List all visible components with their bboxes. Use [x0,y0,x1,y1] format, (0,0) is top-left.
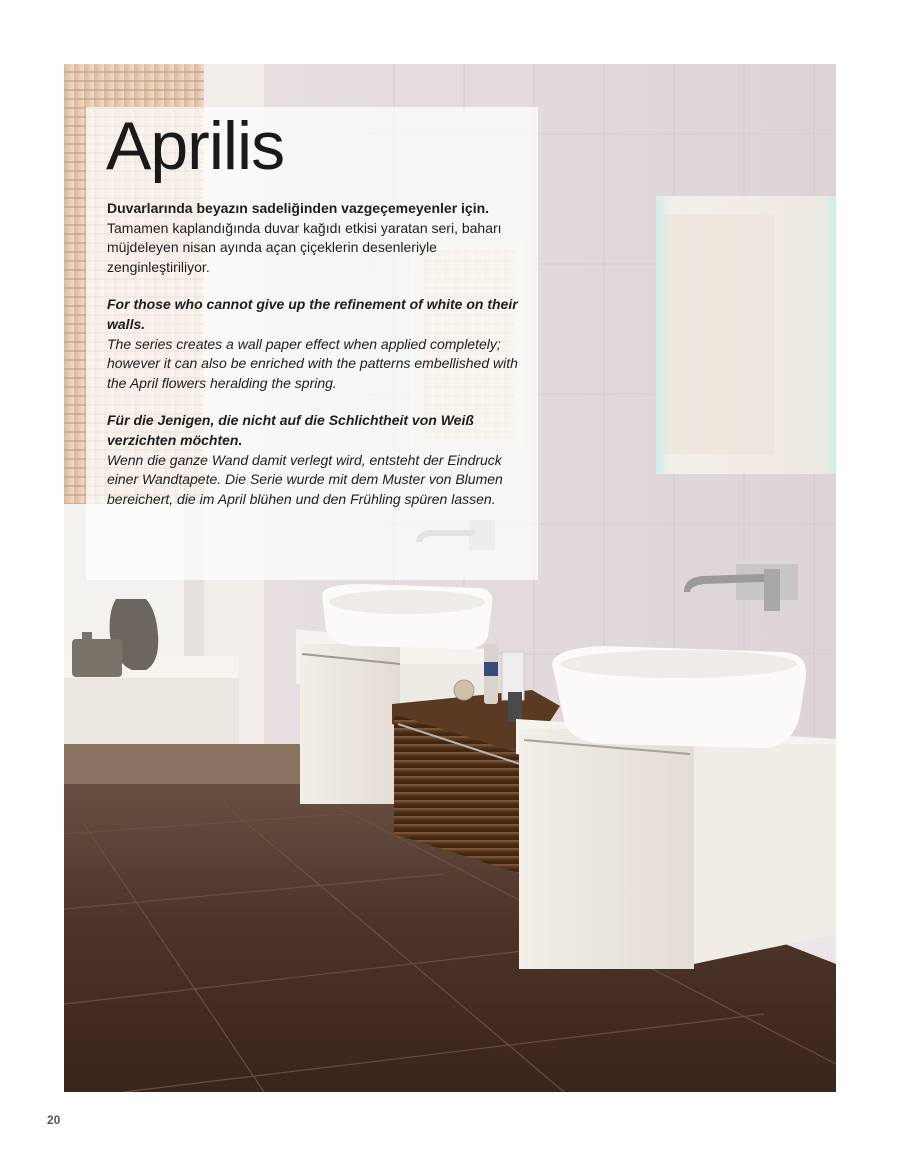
page-title: Aprilis [106,108,285,184]
turkish-body: Tamamen kaplandığında duvar kağıdı etkisi yaratan seri, baharı müjdeleyen nisan ayında açan çiçeklerin desenleriyle zenginleştiriliyor. [107,219,502,275]
german-heading: Für die Jenigen, die nicht auf die Schlichtheit von Weiß verzichten möchten. [107,412,474,448]
english-heading: For those who cannot give up the refinement of white on their walls. [107,296,518,332]
page-number: 20 [47,1113,61,1127]
german-body: Wenn die ganze Wand damit verlegt wird, entsteht der Eindruck einer Wandtapete. Die Serie wurde mit dem Muster von Blumen bereichert, die im April blühen und den Frühling spüren lassen. [107,451,503,507]
description-copy [107,199,527,527]
english-block [107,295,527,393]
turkish-block [107,199,527,277]
english-body: The series creates a wall paper effect when applied completely; however it can also be enriched with the patterns embellished with the April flowers heralding the spring. [107,335,518,391]
german-block [107,411,527,509]
turkish-heading: Duvarlarında beyazın sadeliğinden vazgeçemeyenler için. [107,200,490,216]
